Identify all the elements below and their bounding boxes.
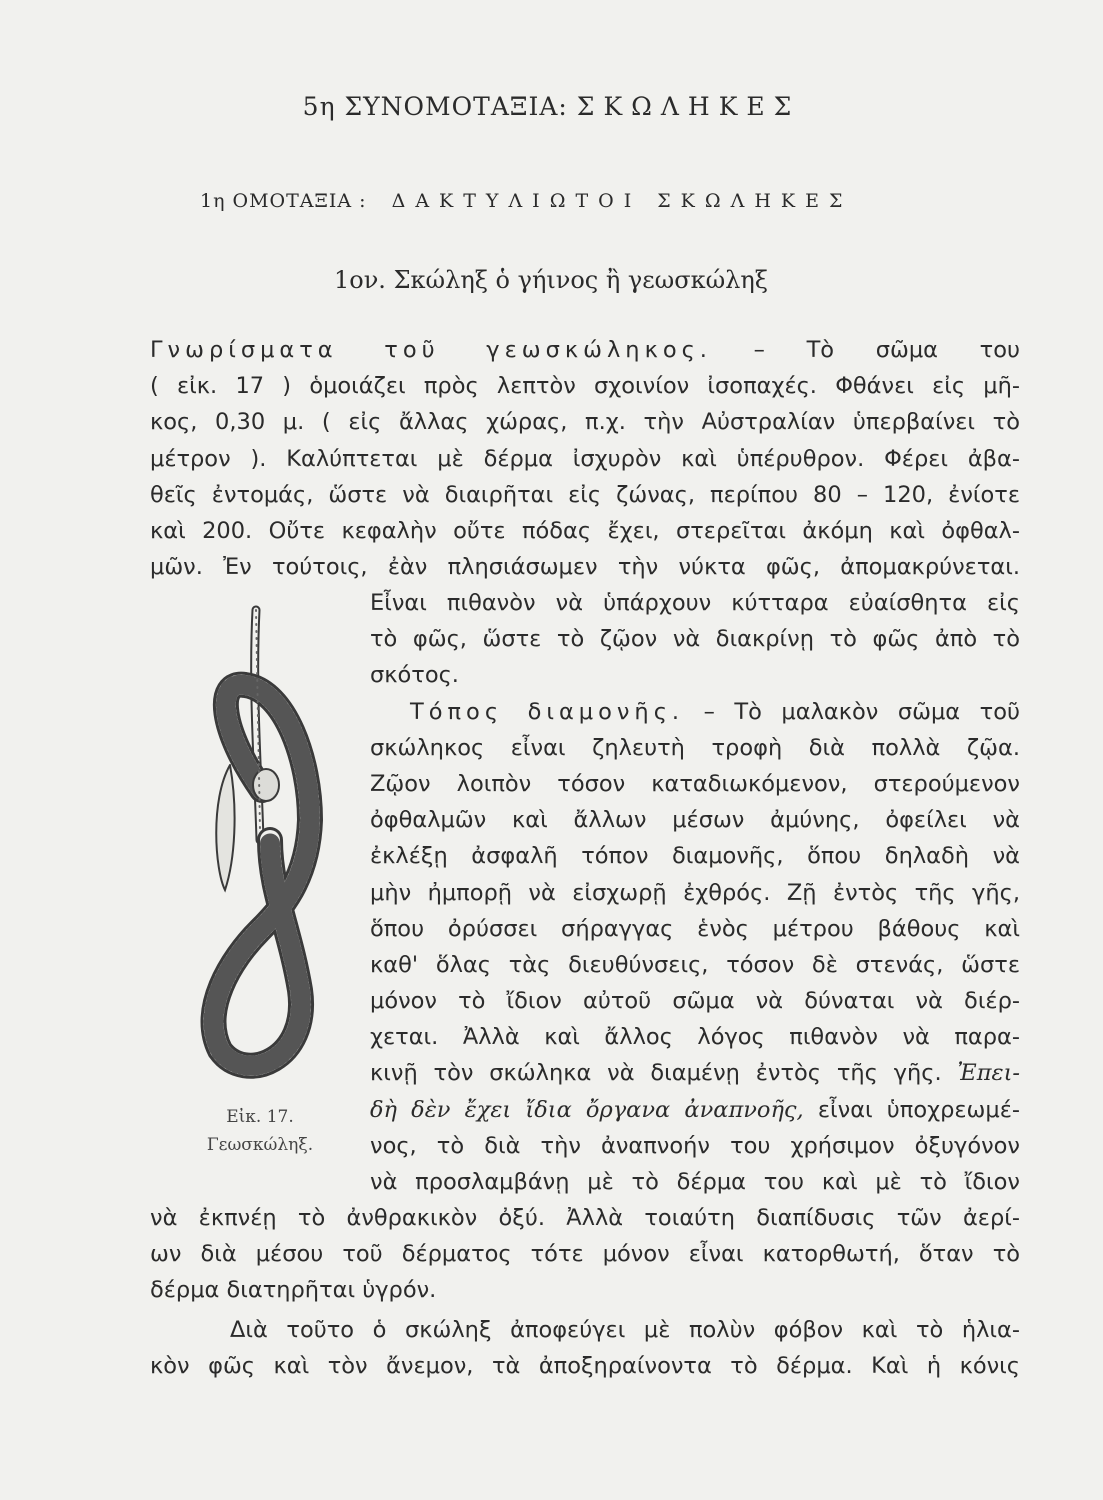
text-line: Γνωρίσματα τοῦ γεωσκώληκος. – Τὸ σῶμα του bbox=[150, 337, 1021, 363]
class-name: ΔΑΚΤΥΛΙΩΤΟΙ ΣΚΩΛΗΚΕΣ bbox=[391, 190, 853, 212]
text-line: καθ' ὅλας τὰς διευθύνσεις, τόσον δὲ στενάς, ὥστε bbox=[370, 951, 1020, 978]
text-line: σκώληκος εἶναι ζηλευτὴ τροφὴ διὰ πολλὰ ζῷα. bbox=[370, 734, 1020, 761]
paragraph-habitat bbox=[370, 585, 1020, 1200]
text-line: ὀφθαλμῶν καὶ ἄλλων μέσων ἀμύνης, ὀφείλει νὰ bbox=[370, 807, 1020, 834]
text-line: ( εἰκ. 17 ) ὁμοιάζει πρὸς λεπτὸν σχοινίον ἰσοπαχές. Φθάνει εἰς μῆ- bbox=[150, 373, 1020, 400]
text-line: νος, τὸ διὰ τὴν ἀναπνοήν του χρήσιμον ὀξυγόνον bbox=[370, 1132, 1020, 1159]
phylum-prefix: 5η ΣΥΝΟΜΟΤΑΞΙΑ: bbox=[302, 92, 568, 121]
italic-text: δὴ δὲν ἔχει ἴδια ὄργανα ἀναπνοῆς, bbox=[370, 1096, 804, 1123]
earthworm-figure bbox=[190, 590, 350, 1090]
text-line: νὰ ἐκπνέῃ τὸ ἀνθρακικὸν ὀξύ. Ἀλλὰ τοιαύτη διαπίδυσις τῶν ἀερί- bbox=[150, 1205, 1020, 1231]
text-line: δὴ δὲν ἔχει ἴδια ὄργανα ἀναπνοῆς, εἶναι ὑποχρεωμέ- bbox=[370, 1096, 1020, 1123]
text-line: μόνον τὸ ἴδιον αὐτοῦ σῶμα νὰ δύναται νὰ διέρ- bbox=[370, 988, 1020, 1015]
text-line: μέτρον ). Καλύπτεται μὲ δέρμα ἰσχυρὸν καὶ ὑπέρυθρον. Φέρει ἀβα- bbox=[150, 445, 1020, 472]
paragraph-light bbox=[150, 1312, 1020, 1384]
text-line: Διὰ τοῦτο ὁ σκώληξ ἀποφεύγει μὲ πολὺν φόβον καὶ τὸ ἡλια- bbox=[230, 1317, 1020, 1343]
text-line: νὰ προσλαμβάνῃ μὲ τὸ δέρμα του καὶ μὲ τὸ ἴδιον bbox=[370, 1169, 1020, 1195]
class-heading bbox=[200, 190, 852, 212]
text-line: Εἶναι πιθανὸν νὰ ὑπάρχουν κύτταρα εὐαίσθητα εἰς bbox=[370, 590, 1020, 616]
italic-text: Ἐπει- bbox=[957, 1060, 1020, 1087]
text-line: τὸ φῶς, ὥστε τὸ ζῷον νὰ διακρίνῃ τὸ φῶς ἀπὸ τὸ bbox=[370, 626, 1020, 653]
section-title: 1ον. Σκώληξ ὁ γήινος ἢ γεωσκώληξ bbox=[334, 266, 768, 294]
text-line: δέρμα διατηρῆται ὑγρόν. bbox=[150, 1277, 437, 1304]
text-line: κος, 0,30 μ. ( εἰς ἄλλας χώρας, π.χ. τὴν Αὐστραλίαν ὑπερβαίνει τὸ bbox=[150, 409, 1020, 436]
run-in-heading: Τόπος διαμονῆς. bbox=[410, 698, 685, 725]
text-line: χεται. Ἀλλὰ καὶ ἄλλος λόγος πιθανὸν νὰ παρα- bbox=[370, 1024, 1020, 1051]
text-line: κινῇ τὸν σκώληκα νὰ διαμένῃ ἐντὸς τῆς γῆς. Ἐπει- bbox=[370, 1060, 1020, 1087]
text-line: ὅπου ὀρύσσει σήραγγας ἑνὸς μέτρου βάθους καὶ bbox=[370, 915, 1020, 942]
text-line: θεῖς ἐντομάς, ὥστε νὰ διαιρῆται εἰς ζώνας, περίπου 80 – 120, ἐνίοτε bbox=[150, 481, 1020, 508]
text-line: Τόπος διαμονῆς. – Τὸ μαλακὸν σῶμα τοῦ bbox=[410, 698, 1020, 725]
text-line: κὸν φῶς καὶ τὸν ἄνεμον, τὰ ἀποξηραίνοντα τὸ δέρμα. Καὶ ἡ κόνις bbox=[150, 1353, 1020, 1380]
phylum-heading bbox=[0, 92, 1103, 121]
paragraph-respiration bbox=[150, 1200, 1020, 1309]
text-line: σκότος. bbox=[370, 662, 459, 689]
figure-caption: Γεωσκώληξ. bbox=[206, 1135, 314, 1155]
paragraph-features bbox=[150, 332, 1020, 585]
phylum-name: ΣΚΩΛΗΚΕΣ bbox=[576, 92, 801, 121]
figure-label: Εἰκ. 17. bbox=[226, 1107, 294, 1127]
text-line: Ζῷον λοιπὸν τόσον καταδιωκόμενον, στερούμενον bbox=[370, 770, 1020, 797]
text-line: μὴν ἠμπορῇ νὰ εἰσχωρῇ ἐχθρός. Ζῇ ἐντὸς τῆς γῆς, bbox=[370, 879, 1020, 906]
text-line: ων διὰ μέσου τοῦ δέρματος τότε μόνον εἶναι κατορθωτή, ὅταν τὸ bbox=[150, 1241, 1020, 1268]
class-prefix: 1η ΟΜΟΤΑΞΙΑ : bbox=[200, 190, 367, 212]
text-line: καὶ 200. Οὔτε κεφαλὴν οὔτε πόδας ἔχει, στερεῖται ἀκόμη καὶ ὀφθαλ- bbox=[150, 517, 1020, 544]
run-in-heading: Γνωρίσματα τοῦ γεωσκώληκος. bbox=[150, 337, 712, 363]
text-line: ἐκλέξῃ ἀσφαλῆ τόπον διαμονῆς, ὅπου δηλαδὴ νὰ bbox=[370, 843, 1020, 870]
text-line: μῶν. Ἐν τούτοις, ἐὰν πλησιάσωμεν τὴν νύκτα φῶς, ἀπομακρύνεται. bbox=[150, 554, 1020, 581]
